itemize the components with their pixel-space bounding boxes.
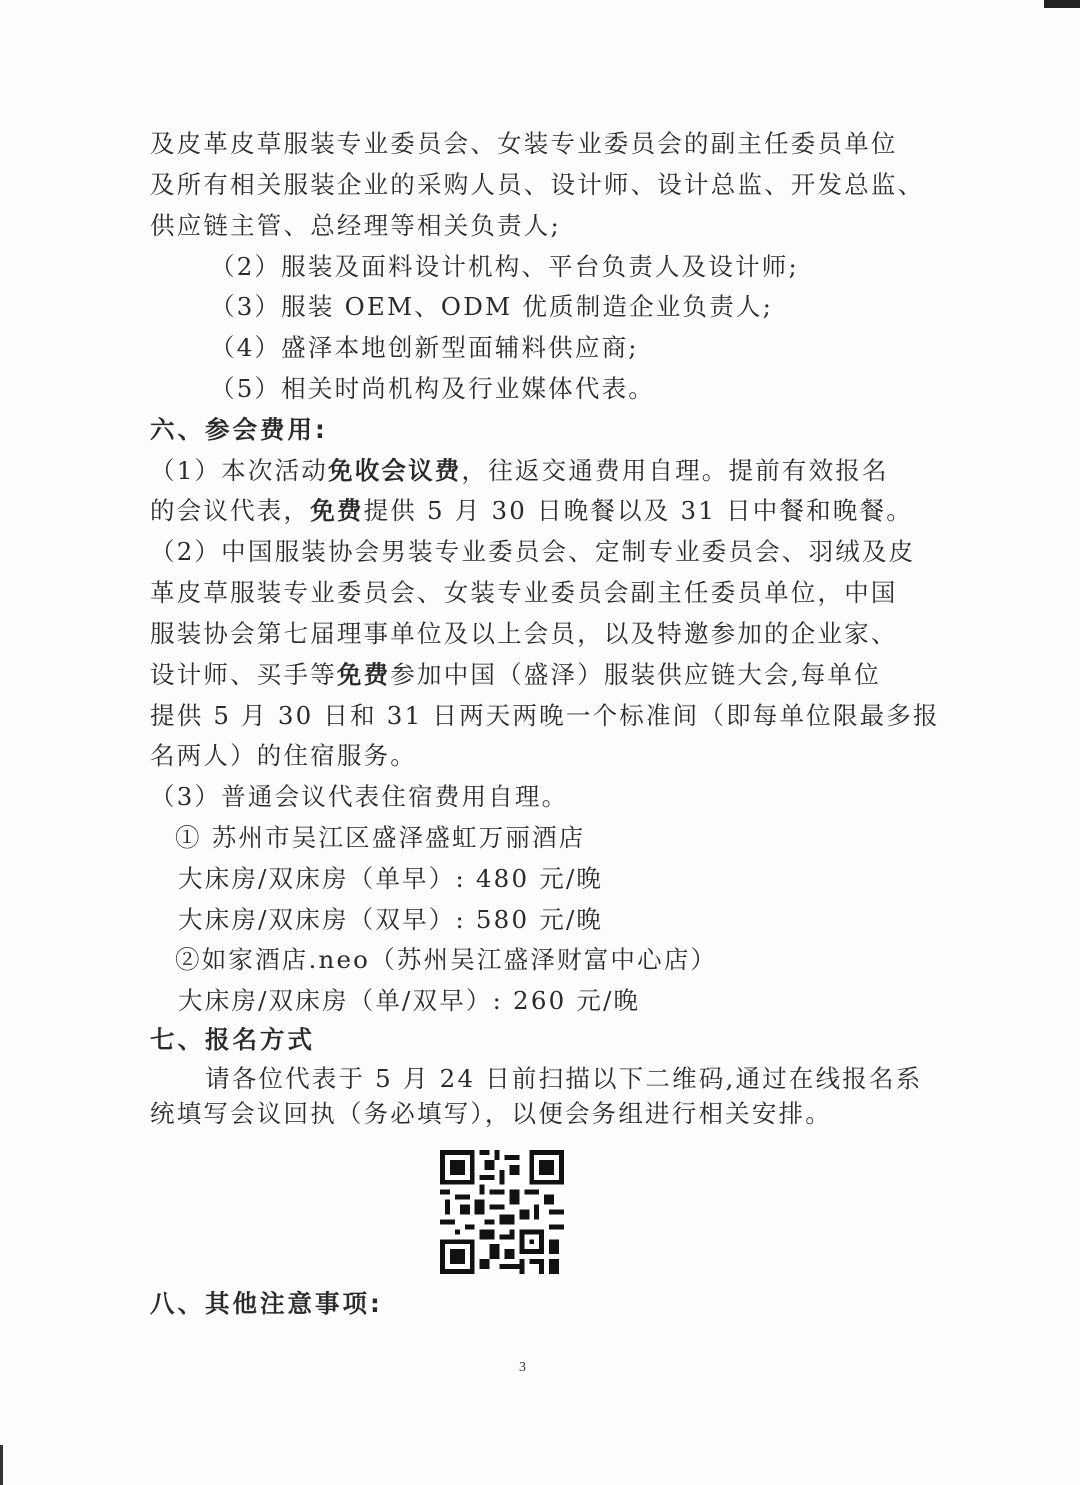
scan-corner-mark — [1044, 0, 1080, 8]
hotel-1-rate: 大床房/双床房（双早）: 580 元/晚 — [178, 905, 604, 934]
scan-edge-mark — [0, 1445, 3, 1485]
qr-code-icon[interactable] — [440, 1150, 564, 1274]
section-heading-notes: 八、其他注意事项: — [150, 1289, 383, 1318]
hotel-2-rate: 大床房/双床房（单/双早）: 260 元/晚 — [178, 986, 641, 1015]
registration-line: 请各位代表于 5 月 24 日前扫描以下二维码,通过在线报名系 — [205, 1064, 923, 1093]
section-heading-registration: 七、报名方式 — [150, 1025, 315, 1054]
text: 参加中国（盛泽）服装供应链大会,每单位 — [390, 660, 881, 689]
section-heading-fees: 六、参会费用: — [150, 415, 328, 444]
list-item: （5）相关时尚机构及行业媒体代表。 — [210, 374, 655, 403]
text: 提供 5 月 30 日晚餐以及 31 日中餐和晚餐。 — [363, 496, 913, 525]
text: 的会议代表， — [150, 496, 311, 525]
fee-para-2-line: 名两人）的住宿服务。 — [150, 741, 417, 770]
bold-text: 免收会议费 — [328, 456, 462, 485]
fee-para-2-line — [150, 658, 890, 692]
body-line: 及所有相关服装企业的采购人员、设计师、设计总监、开发总监、 — [150, 170, 925, 199]
fee-para-1-line-2 — [150, 494, 913, 528]
hotel-1-name: ① 苏州市吴江区盛泽盛虹万丽酒店 — [175, 823, 586, 852]
fee-para-1-line-1 — [150, 454, 890, 488]
list-item: （2）服装及面料设计机构、平台负责人及设计师; — [210, 252, 799, 281]
page-number: 3 — [519, 1360, 526, 1375]
fee-para-2-line: 提供 5 月 30 日和 31 日两天两晚一个标准间（即每单位限最多报 — [150, 701, 940, 730]
fee-para-3: （3）普通会议代表住宿费用自理。 — [150, 782, 569, 811]
bold-text: 免费 — [336, 660, 391, 689]
text: 设计师、买手等 — [150, 660, 337, 689]
fee-para-2-line: （2）中国服装协会男装专业委员会、定制专业委员会、羽绒及皮 — [150, 537, 916, 566]
registration-line: 统填写会议回执（务必填写），以便会务组进行相关安排。 — [150, 1099, 832, 1128]
bold-text: 免费 — [310, 496, 364, 525]
body-line: 及皮革皮草服装专业委员会、女装专业委员会的副主任委员单位 — [150, 129, 898, 158]
hotel-1-rate: 大床房/双床房（单早）: 480 元/晚 — [178, 864, 604, 893]
fee-para-2-line: 服装协会第七届理事单位及以上会员，以及特邀参加的企业家、 — [150, 619, 898, 648]
text: （1）本次活动 — [150, 456, 328, 485]
list-item: （4）盛泽本地创新型面辅料供应商; — [210, 333, 639, 362]
list-item: （3）服装 OEM、ODM 优质制造企业负责人; — [210, 292, 774, 321]
fee-para-2-line: 革皮草服装专业委员会、女装专业委员会副主任委员单位，中国 — [150, 578, 898, 607]
body-line: 供应链主管、总经理等相关负责人; — [150, 211, 561, 240]
hotel-2-name: ②如家酒店.neo（苏州吴江盛泽财富中心店） — [175, 945, 718, 974]
text: ，往返交通费用自理。提前有效报名 — [461, 456, 889, 485]
